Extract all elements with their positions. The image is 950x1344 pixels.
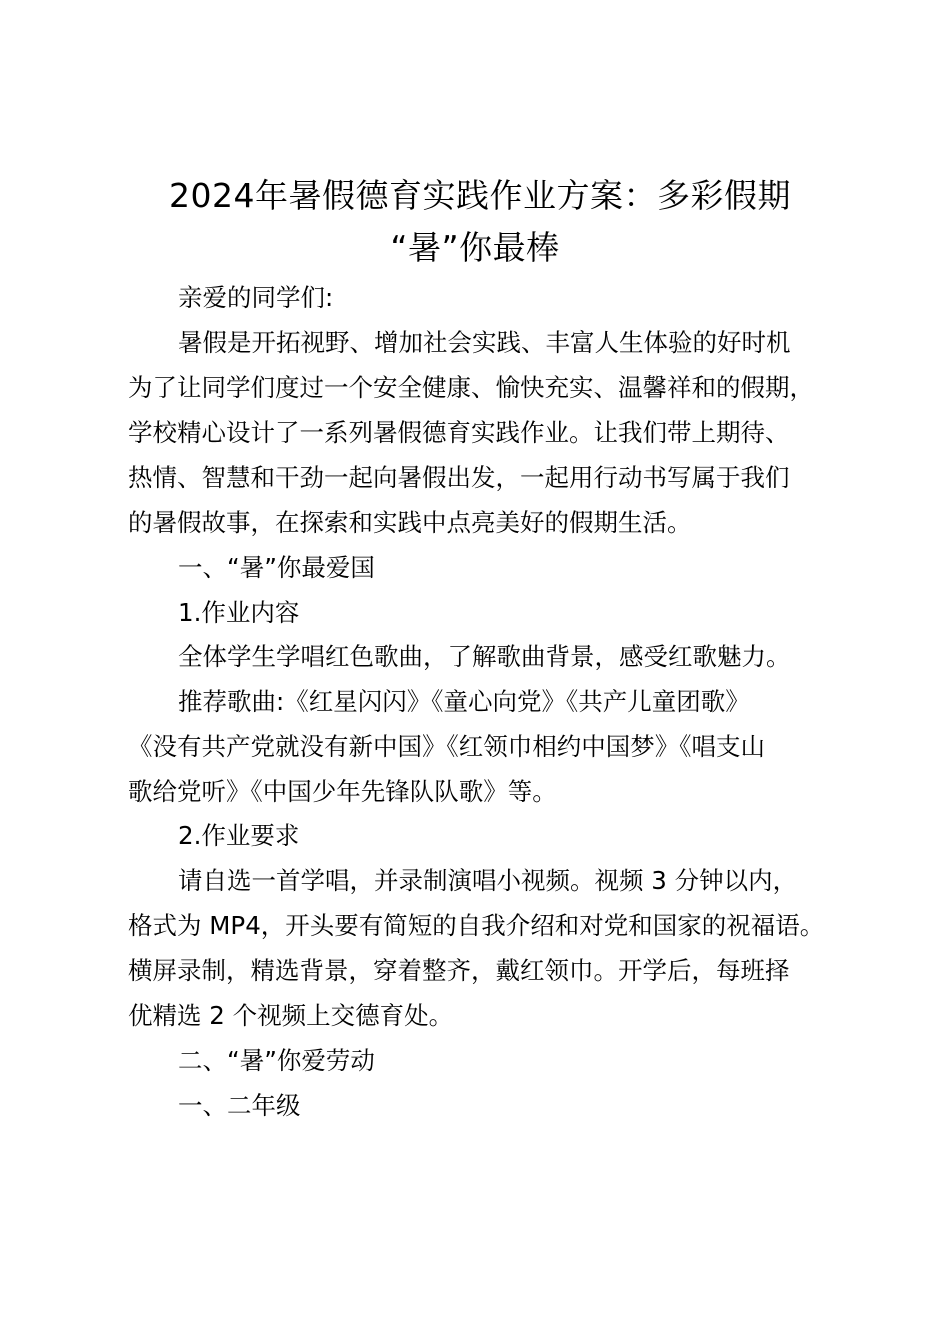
section-1-subheading-requirements: 2.作业要求 <box>178 821 300 850</box>
grade-heading: 一、二年级 <box>178 1091 301 1120</box>
intro-line: 学校精心设计了一系列暑假德育实践作业。让我们带上期待、 <box>128 418 790 447</box>
requirements-line: 优精选 2 个视频上交德育处。 <box>128 1001 454 1030</box>
requirements-line: 请自选一首学唱，并录制演唱小视频。视频 3 分钟以内， <box>178 866 798 895</box>
songs-line: 《没有共产党就没有新中国》《红领巾相约中国梦》《唱支山 <box>128 732 765 761</box>
section-1-subheading-content: 1.作业内容 <box>178 598 300 627</box>
document-title-line-1: 2024年暑假德育实践作业方案：多彩假期 <box>169 176 791 215</box>
requirements-line: 格式为 MP4，开头要有简短的自我介绍和对党和国家的祝福语。 <box>128 911 825 940</box>
greeting: 亲爱的同学们: <box>178 283 334 312</box>
section-2-heading: 二、“暑”你爱劳动 <box>178 1046 375 1075</box>
intro-line: 热情、智慧和干劲一起向暑假出发，一起用行动书写属于我们 <box>128 463 790 492</box>
intro-line: 暑假是开拓视野、增加社会实践、丰富人生体验的好时机 <box>178 328 791 357</box>
songs-line: 歌给党听》《中国少年先锋队队歌》等。 <box>128 777 557 806</box>
requirements-line: 横屏录制，精选背景，穿着整齐，戴红领巾。开学后，每班择 <box>128 956 790 985</box>
section-1-content: 全体学生学唱红色歌曲，了解歌曲背景，感受红歌魅力。 <box>178 642 791 671</box>
songs-line: 推荐歌曲:《红星闪闪》《童心向党》《共产儿童团歌》 <box>178 687 750 716</box>
intro-line: 为了让同学们度过一个安全健康、愉快充实、温馨祥和的假期， <box>128 373 814 402</box>
section-1-heading: 一、“暑”你最爱国 <box>178 553 375 582</box>
intro-line: 的暑假故事，在探索和实践中点亮美好的假期生活。 <box>128 508 692 537</box>
document-title-line-2: “暑”你最棒 <box>390 228 560 267</box>
